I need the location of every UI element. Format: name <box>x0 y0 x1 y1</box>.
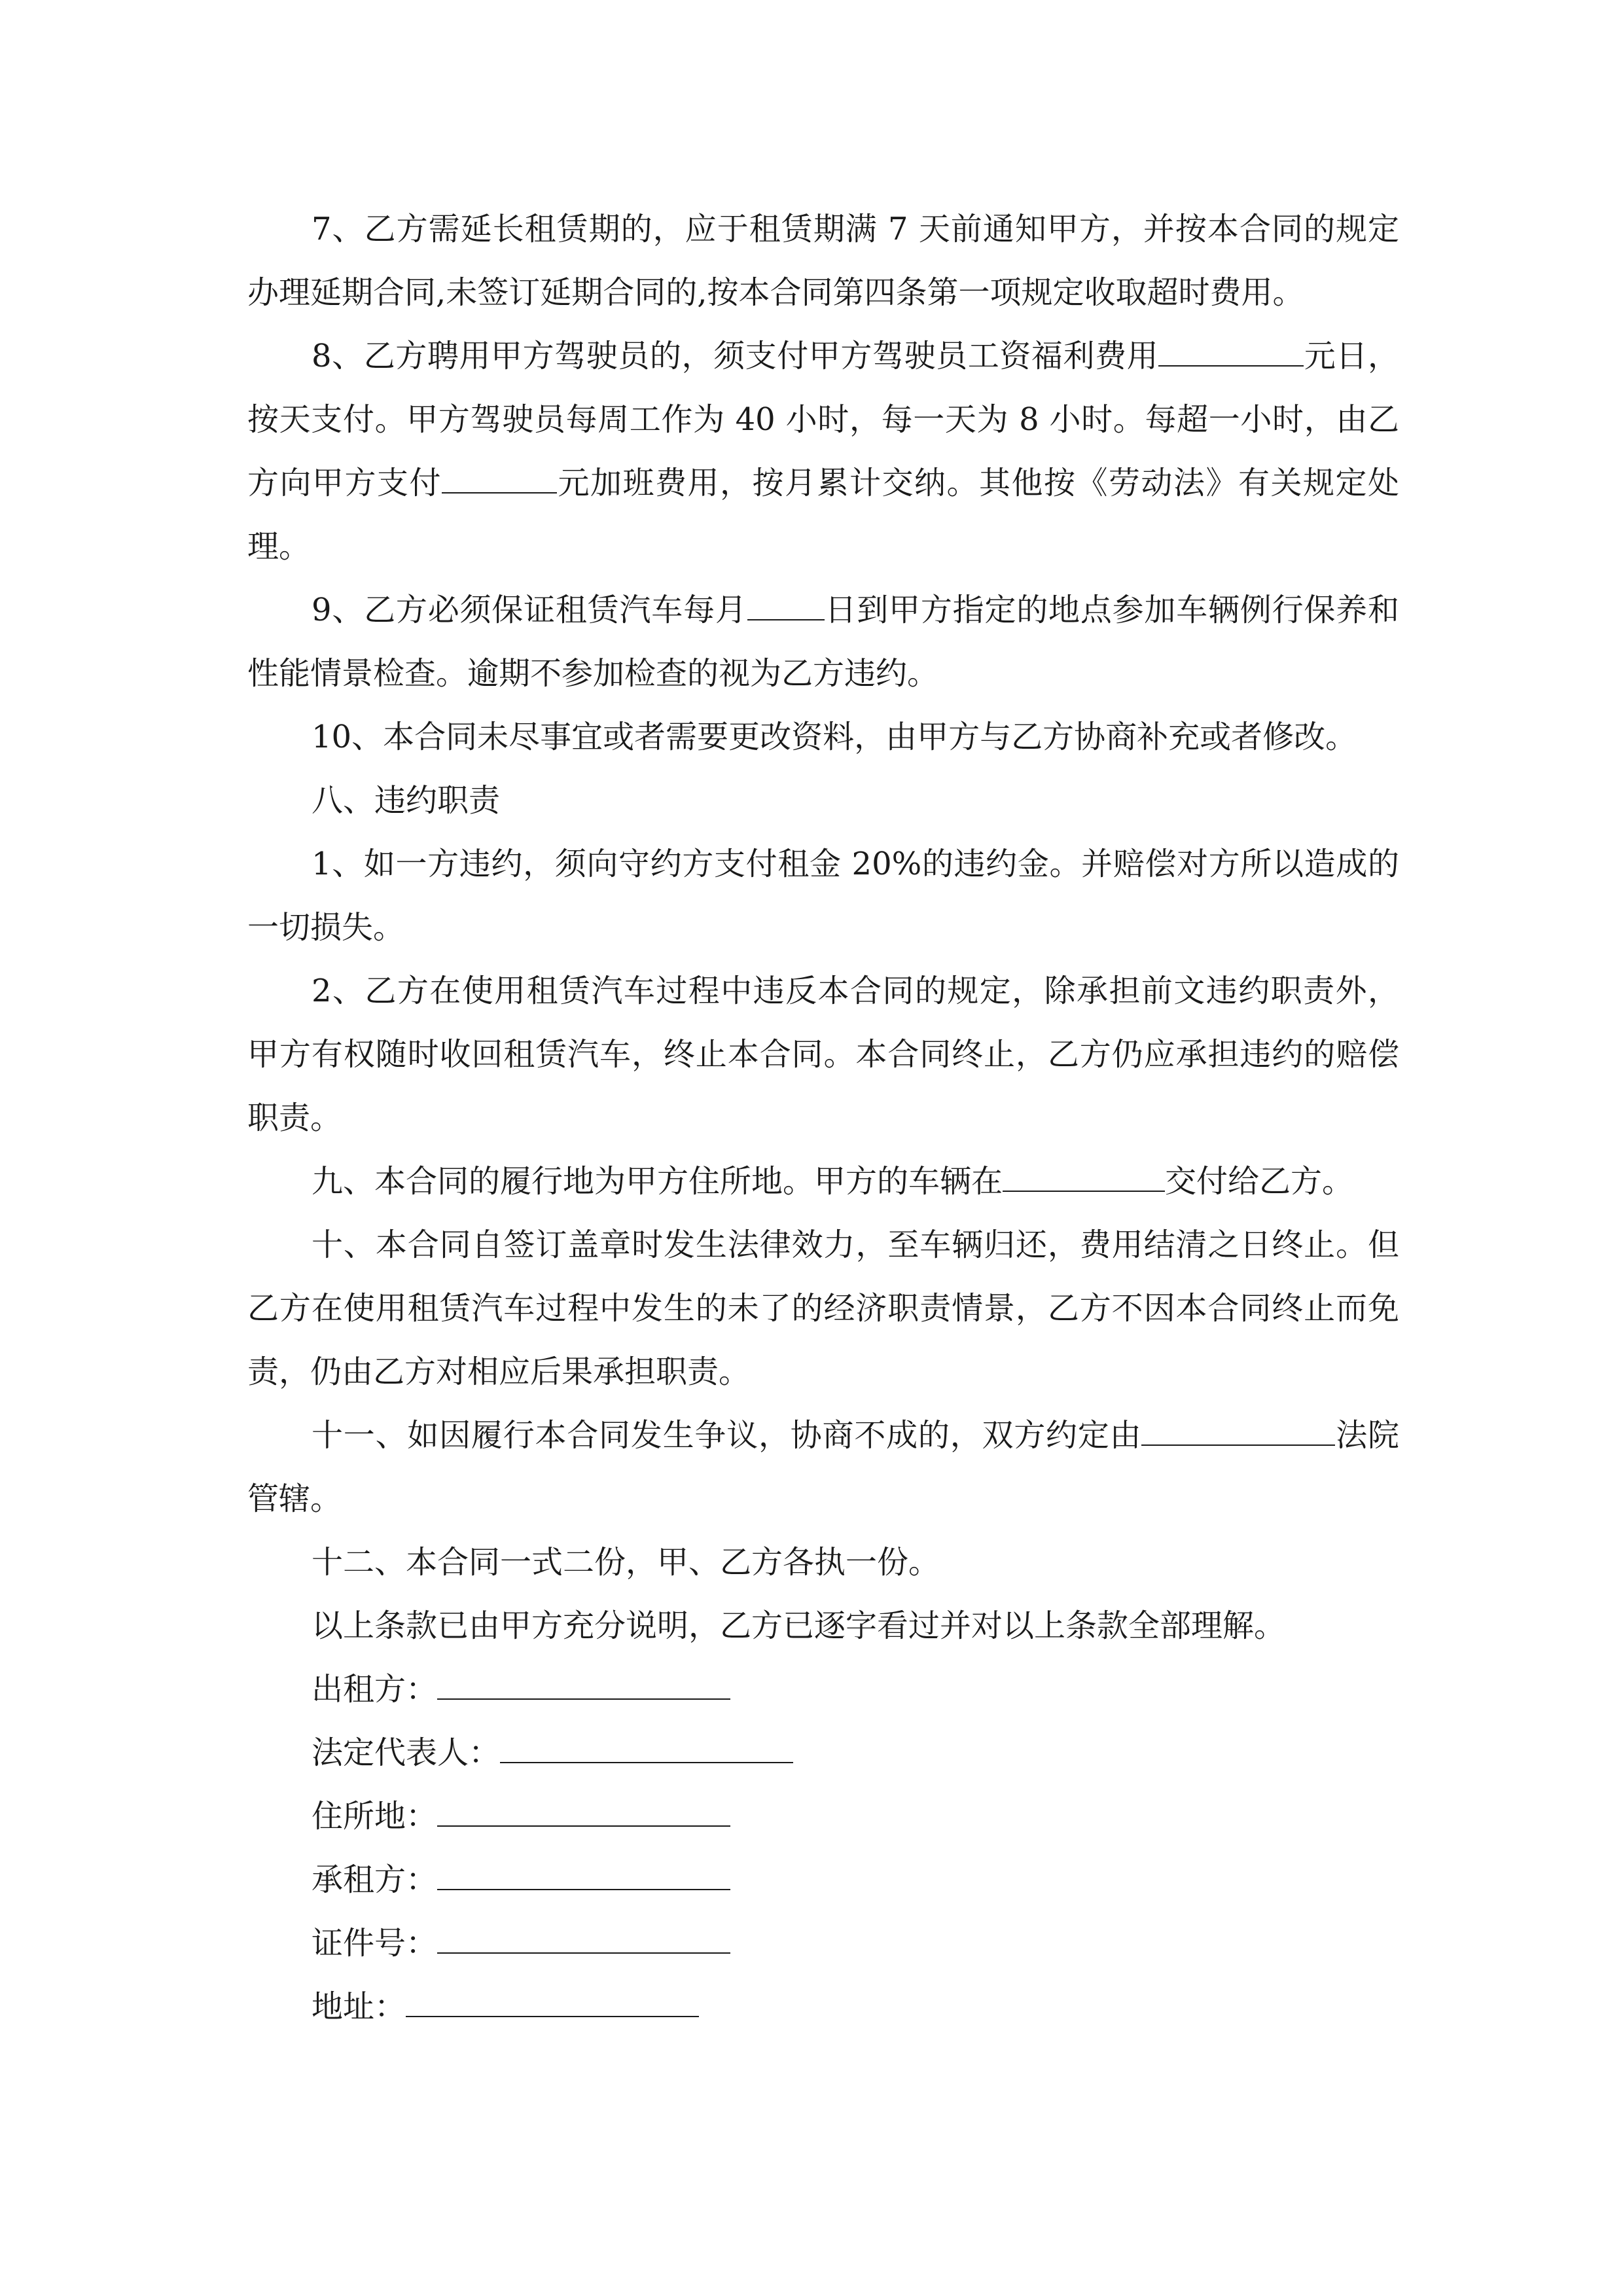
overtime-fee-blank <box>442 466 557 493</box>
signature-domicile <box>247 1785 1399 1848</box>
clause-7-text: 7、乙方需延长租赁期的，应于租赁期满 7 天前通知甲方，并按本合同的规定办理延期合同,未签订延期合同的,按本合同第四条第一项规定收取超时费用。 <box>247 211 1399 311</box>
clause-8-text-b: 元日，按天支付。甲方驾驶员每周工作为 40 小时，每一天为 8 小时。每超一小时，由乙方向甲方支付 <box>247 338 1399 501</box>
section-9 <box>247 1150 1399 1213</box>
driver-wage-blank <box>1158 339 1304 367</box>
signature-legal-rep-line <box>500 1736 793 1763</box>
signature-address <box>247 1975 1399 2039</box>
signature-lessee-line <box>437 1863 730 1890</box>
signature-id-number-line <box>437 1926 730 1954</box>
signature-domicile-line <box>437 1799 730 1827</box>
section-9-text-b: 交付给乙方。 <box>1165 1163 1354 1200</box>
signature-lessor-line <box>437 1672 730 1700</box>
section-9-text-a: 九、本合同的履行地为甲方住所地。甲方的车辆在 <box>312 1163 1003 1200</box>
breach-item-1 <box>247 833 1399 960</box>
clause-8 <box>247 325 1399 579</box>
signature-legal-rep-label: 法定代表人： <box>312 1734 501 1771</box>
section-11-text-b: 法院管辖。 <box>247 1417 1399 1517</box>
section-10 <box>247 1213 1399 1404</box>
contract-body <box>247 198 1399 2039</box>
section-12 <box>247 1531 1399 1594</box>
signature-legal-rep <box>247 1721 1399 1785</box>
breach-item-2-text: 2、乙方在使用租赁汽车过程中违反本合同的规定，除承担前文违约职责外，甲方有权随时收回租赁汽车，终止本合同。本合同终止，乙方仍应承担违约的赔偿职责。 <box>247 973 1399 1136</box>
section-11-text-a: 十一、如因履行本合同发生争议，协商不成的，双方约定由 <box>312 1417 1142 1454</box>
clause-7 <box>247 198 1399 325</box>
clause-9-text-a: 9、乙方必须保证租赁汽车每月 <box>312 592 747 628</box>
section-8-heading <box>247 769 1399 833</box>
signature-id-number <box>247 1912 1399 1975</box>
breach-item-2 <box>247 960 1399 1150</box>
signature-lessee-label: 承租方： <box>312 1861 438 1898</box>
section-8-heading-text: 八、违约职责 <box>312 782 501 819</box>
clause-10 <box>247 706 1399 769</box>
signature-id-number-label: 证件号： <box>312 1925 438 1962</box>
signature-address-label: 地址： <box>312 1988 406 2025</box>
clause-10-text: 10、本合同未尽事宜或者需要更改资料，由甲方与乙方协商补充或者修改。 <box>312 719 1357 755</box>
court-name-blank <box>1141 1418 1335 1446</box>
clause-9-text-b: 日到甲方指定的地点参加车辆例行保养和性能情景检查。逾期不参加检查的视为乙方违约。 <box>247 592 1399 692</box>
section-10-text: 十、本合同自签订盖章时发生法律效力，至车辆归还，费用结清之日终止。但乙方在使用租赁汽车过程中发生的未了的经济职责情景，乙方不因本合同终止而免责，仍由乙方对相应后果承担职责。 <box>247 1227 1399 1390</box>
section-11 <box>247 1404 1399 1531</box>
acknowledgement <box>247 1594 1399 1658</box>
clause-8-text-c: 元加班费用，按月累计交纳。其他按《劳动法》有关规定处理。 <box>247 465 1399 565</box>
clause-9 <box>247 579 1399 706</box>
signature-lessee <box>247 1848 1399 1912</box>
signature-lessor <box>247 1658 1399 1721</box>
signature-address-line <box>406 1990 699 2017</box>
signature-lessor-label: 出租方： <box>312 1671 438 1708</box>
clause-8-text-a: 8、乙方聘用甲方驾驶员的，须支付甲方驾驶员工资福利费用 <box>312 338 1159 374</box>
maintenance-day-blank <box>747 593 825 620</box>
section-12-text: 十二、本合同一式二份，甲、乙方各执一份。 <box>312 1544 940 1581</box>
delivery-place-blank <box>1003 1164 1165 1192</box>
acknowledgement-text: 以上条款已由甲方充分说明，乙方已逐字看过并对以上条款全部理解。 <box>312 1607 1286 1644</box>
breach-item-1-text: 1、如一方违约，须向守约方支付租金 20%的违约金。并赔偿对方所以造成的一切损失。 <box>247 846 1399 946</box>
signature-domicile-label: 住所地： <box>312 1798 438 1835</box>
